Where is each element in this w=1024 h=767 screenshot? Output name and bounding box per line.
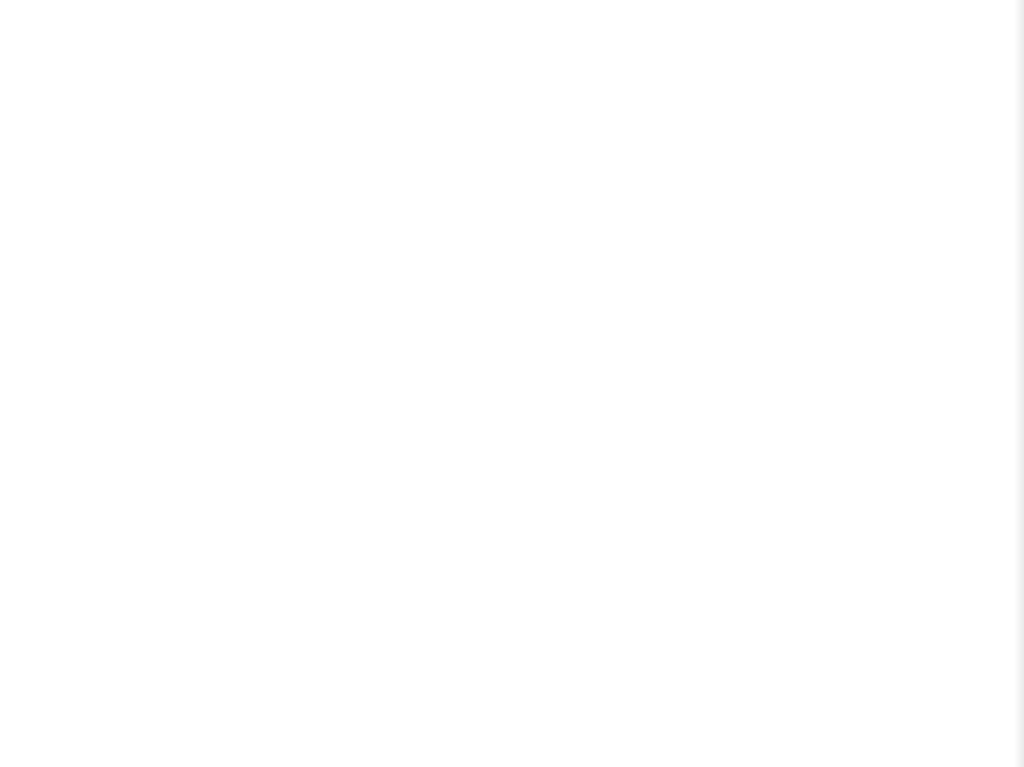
slide-edge-shadow	[1014, 0, 1024, 767]
